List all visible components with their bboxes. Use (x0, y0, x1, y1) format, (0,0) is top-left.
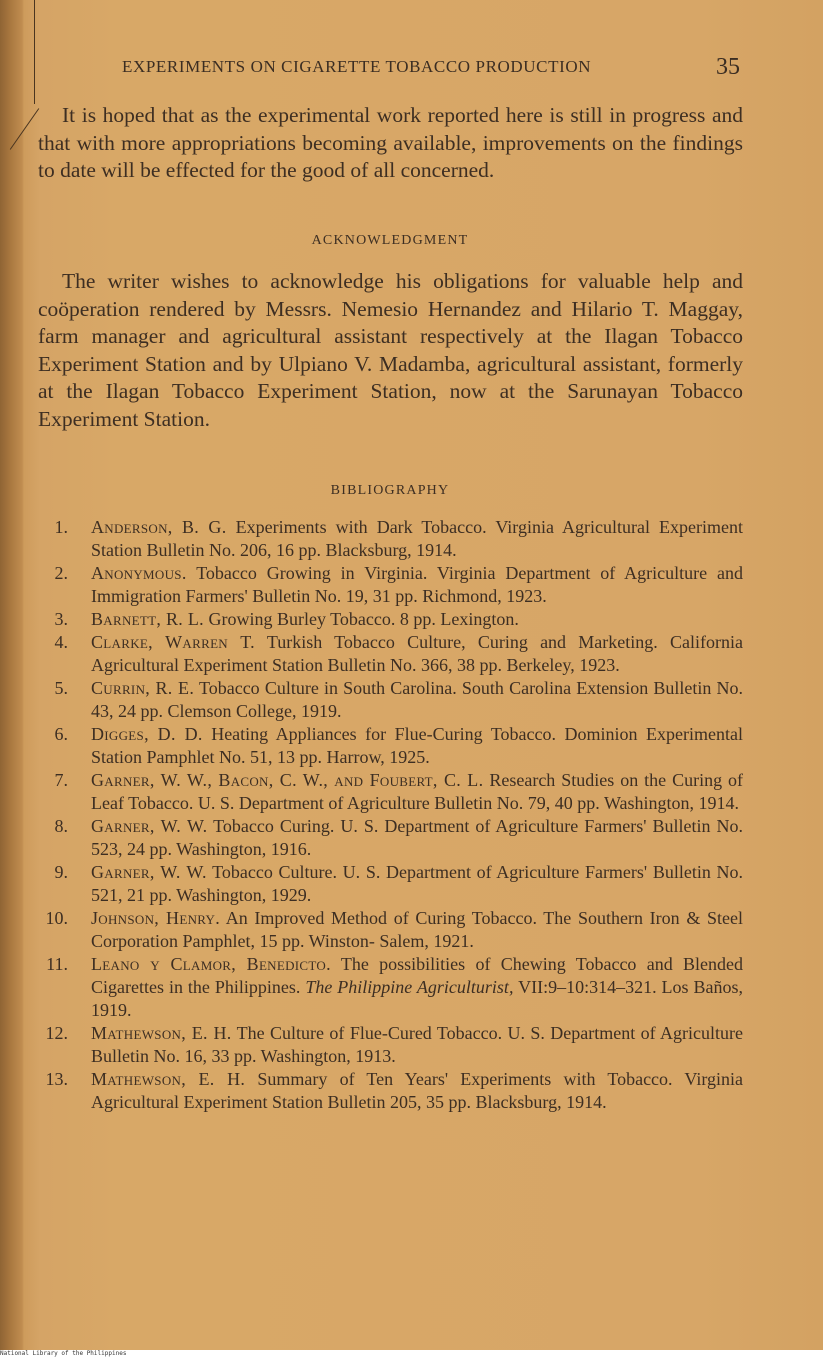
entry-text: Tobacco Curing. U. S. Department of Agriculture Farmers' Bulletin No. 523, 24 pp. Washington, 1916. (91, 816, 743, 859)
entry-text: Tobacco Growing in Virginia. Virginia Department of Agriculture and Immigration Farmers' Bulletin No. 19, 31 pp. Richmond, 1923. (91, 563, 743, 606)
entry-number: 9. (54, 862, 68, 882)
entry-text: Experiments with Dark Tobacco. Virginia Agricultural Experiment Station Bulletin No. 206, 16 pp. Blacksburg, 1914. (91, 517, 743, 560)
entry-number: 12. (45, 1023, 68, 1043)
entry-author: Anonymous. (91, 563, 187, 583)
bibliography-entry (38, 769, 743, 815)
entry-author: Garner, W. W. (91, 862, 207, 882)
entry-author: Garner, W. W. (91, 816, 208, 836)
entry-text: An Improved Method of Curing Tobacco. The Southern Iron & Steel Corporation Pamphlet, 15 pp. Winston- Salem, 1921. (91, 908, 743, 951)
bibliography-entry (38, 907, 743, 953)
entry-number: 2. (54, 563, 68, 583)
bibliography-entry (38, 861, 743, 907)
bibliography-entry (38, 1068, 743, 1114)
entry-author: Barnett, R. L. (91, 609, 204, 629)
entry-number: 10. (45, 908, 68, 928)
entry-author: Currin, R. E. (91, 678, 195, 698)
bibliography-entry (38, 631, 743, 677)
bibliography-entry (38, 677, 743, 723)
entry-author: Garner, W. W., Bacon, C. W., and Foubert, C. L. (91, 770, 484, 790)
acknowledgment-paragraph (38, 268, 743, 433)
entry-author: Johnson, Henry. (91, 908, 221, 928)
entry-number: 8. (54, 816, 68, 836)
entry-number: 13. (45, 1069, 68, 1089)
margin-pencil-line (34, 0, 35, 104)
entry-text: Turkish Tobacco Culture, Curing and Marketing. California Agricultural Experiment Station Bulletin No. 366, 38 pp. Berkeley, 1923. (91, 632, 743, 675)
intro-paragraph (38, 102, 743, 185)
entry-number: 5. (54, 678, 68, 698)
entry-number: 4. (54, 632, 68, 652)
bibliography-entry (38, 516, 743, 562)
entry-number: 11. (46, 954, 68, 974)
entry-text: Research Studies on the Curing of Leaf Tobacco. U. S. Department of Agriculture Bulletin No. 79, 40 pp. Washington, 1914. (91, 770, 743, 813)
entry-text: Heating Appliances for Flue-Curing Tobacco. Dominion Experimental Station Pamphlet No. 51, 13 pp. Harrow, 1925. (91, 724, 743, 767)
bibliography-entry (38, 1022, 743, 1068)
entry-text: The possibilities of Chewing Tobacco and Blended Cigarettes in the Philippines. (91, 954, 744, 997)
entry-author: Leano y Clamor, Benedicto. (91, 954, 331, 974)
acknowledgment-text: The writer wishes to acknowledge his obligations for valuable help and coöperation rendered by Messrs. Nemesio Hernandez and Hilario T. Maggay, farm manager and agricultural assistant respectively at the Ilagan Tobacco Experiment Station and by Ulpiano V. Madamba, agricultural assistant, formerly at the Ilagan Tobacco Experiment Station, now at the Sarunayan Tobacco Experiment Station. (38, 269, 743, 431)
bibliography-entry (38, 953, 743, 1022)
page-number: 35 (716, 54, 740, 80)
bibliography-entry (38, 608, 743, 631)
entry-text: Summary of Ten Years' Experiments with Tobacco. Virginia Agricultural Experiment Station Bulletin 205, 35 pp. Blacksburg, 1914. (91, 1069, 743, 1112)
acknowledgment-heading: ACKNOWLEDGMENT (311, 233, 469, 248)
page-binding-edge (0, 0, 24, 1350)
bibliography-entry (38, 562, 743, 608)
running-head-title: EXPERIMENTS ON CIGARETTE TOBACCO PRODUCTION (122, 57, 592, 76)
library-credit: National Library of the Philippines (0, 1350, 127, 1357)
entry-number: 1. (54, 517, 68, 537)
entry-number: 6. (54, 724, 68, 744)
entry-text: Tobacco Culture. U. S. Department of Agriculture Farmers' Bulletin No. 521, 21 pp. Washington, 1929. (91, 862, 743, 905)
entry-text-tail: VII:9–10:314–321. Los Baños, 1919. (91, 977, 744, 1020)
bibliography-list (38, 516, 743, 1114)
entry-author: Digges, D. D. (91, 724, 203, 744)
bibliography-entry (38, 815, 743, 861)
entry-number: 3. (54, 609, 68, 629)
intro-paragraph-text: It is hoped that as the experimental work reported here is still in progress and that with more appropriations becoming available, improvements on the findings to date will be effected for the good of all concerned. (38, 103, 743, 182)
running-head (0, 54, 823, 80)
entry-author: Clarke, Warren T. (91, 632, 255, 652)
entry-text: Growing Burley Tobacco. 8 pp. Lexington. (203, 609, 519, 629)
entry-author: Mathewson, E. H. (91, 1023, 232, 1043)
entry-text: Tobacco Culture in South Carolina. South Carolina Extension Bulletin No. 43, 24 pp. Clemson College, 1919. (91, 678, 743, 721)
bibliography-heading: BIBLIOGRAPHY (330, 483, 450, 498)
entry-author: Anderson, B. G. (91, 517, 227, 537)
entry-author: Mathewson, E. H. (91, 1069, 246, 1089)
footer-strip (0, 1350, 823, 1358)
entry-text: The Culture of Flue-Cured Tobacco. U. S. Department of Agriculture Bulletin No. 16, 33 pp. Washington, 1913. (91, 1023, 744, 1066)
entry-number: 7. (54, 770, 68, 790)
entry-journal: The Philippine Agriculturist, (305, 977, 514, 997)
bibliography-entry (38, 723, 743, 769)
